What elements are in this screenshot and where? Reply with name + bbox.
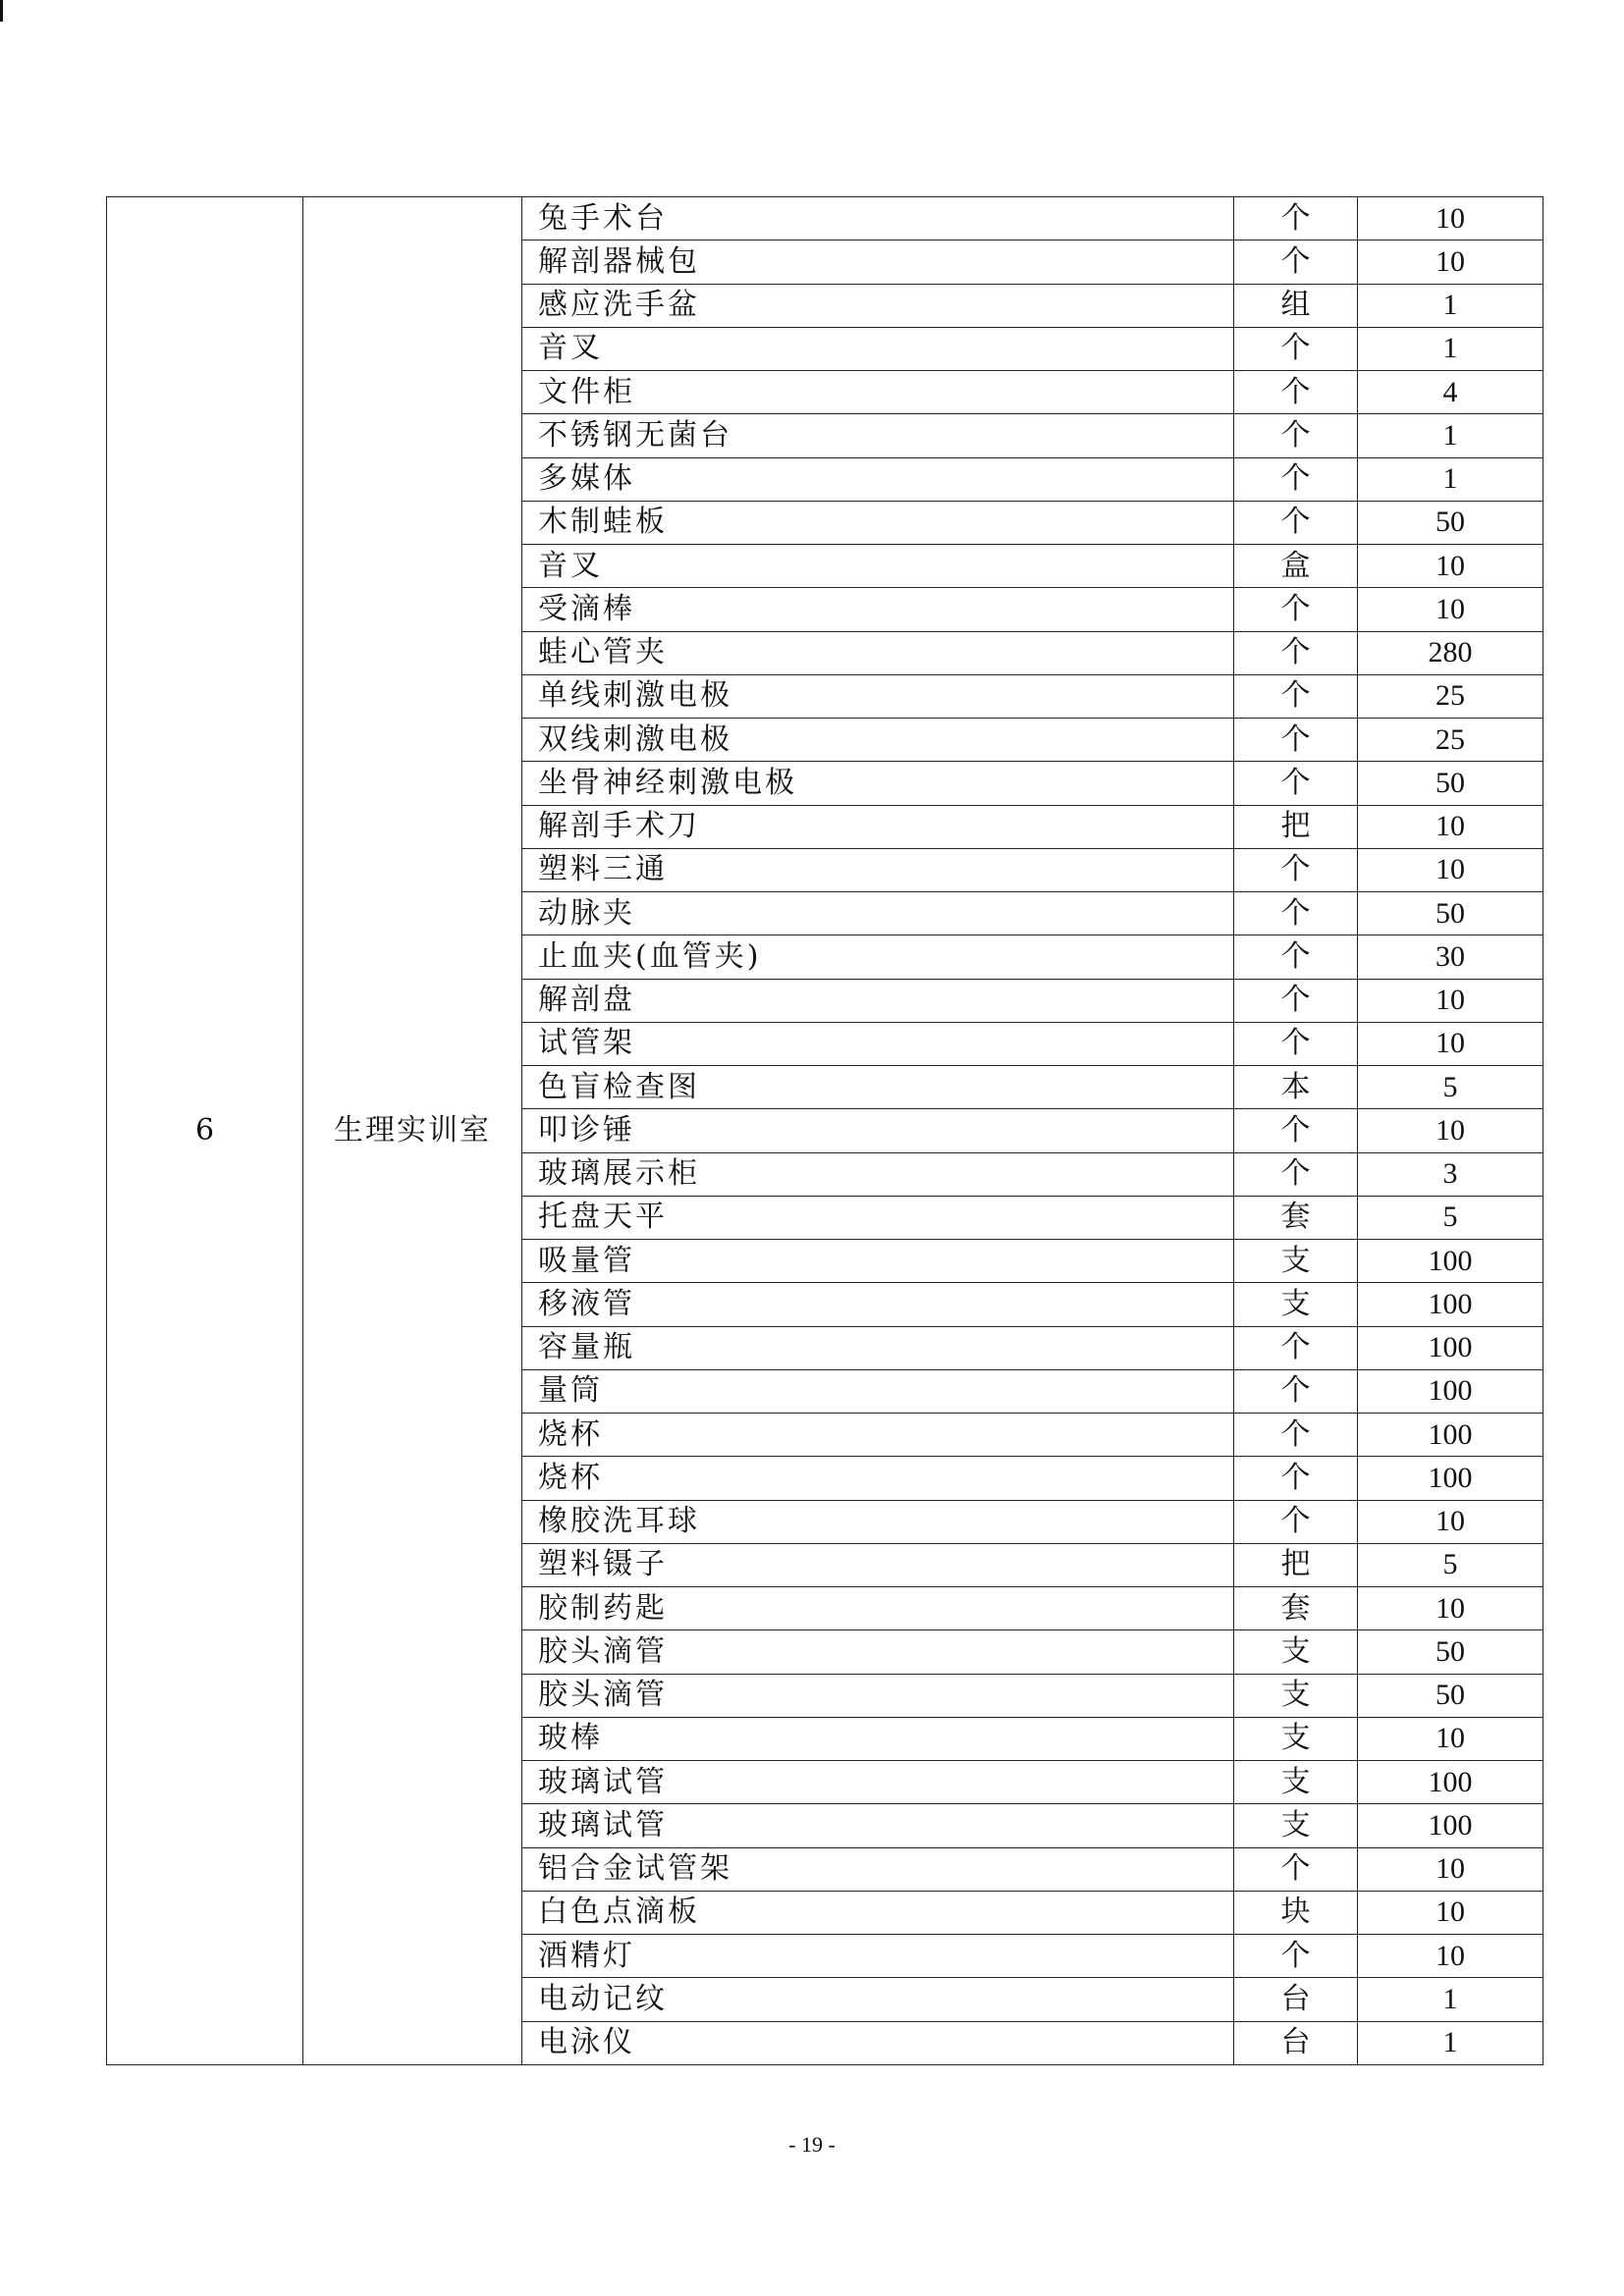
- item-quantity-cell: 10: [1358, 1587, 1543, 1630]
- item-name-cell: 玻璃试管: [522, 1761, 1234, 1804]
- item-quantity-cell: 10: [1358, 1935, 1543, 1978]
- item-unit-cell: 个: [1234, 935, 1358, 979]
- item-unit-cell: 盒: [1234, 545, 1358, 588]
- item-quantity-cell: 1: [1358, 327, 1543, 370]
- item-name-cell: 量筒: [522, 1369, 1234, 1413]
- item-name-cell: 解剖手术刀: [522, 805, 1234, 848]
- item-name-cell: 玻璃展示柜: [522, 1152, 1234, 1196]
- item-quantity-cell: 10: [1358, 240, 1543, 284]
- equipment-table: [106, 196, 1543, 2065]
- item-quantity-cell: 30: [1358, 935, 1543, 979]
- item-name-cell: 托盘天平: [522, 1196, 1234, 1239]
- item-name-cell: 木制蛙板: [522, 501, 1234, 544]
- item-name-cell: 叩诊锤: [522, 1109, 1234, 1152]
- item-name-cell: 烧杯: [522, 1414, 1234, 1457]
- item-unit-cell: 个: [1234, 240, 1358, 284]
- item-unit-cell: 个: [1234, 719, 1358, 762]
- item-unit-cell: 个: [1234, 1457, 1358, 1500]
- item-quantity-cell: 1: [1358, 457, 1543, 501]
- equipment-table-body: [107, 197, 1543, 2065]
- item-unit-cell: 个: [1234, 1022, 1358, 1065]
- item-quantity-cell: 5: [1358, 1196, 1543, 1239]
- item-name-cell: 玻璃试管: [522, 1804, 1234, 1847]
- item-name-cell: 音叉: [522, 545, 1234, 588]
- item-quantity-cell: 50: [1358, 1630, 1543, 1674]
- item-name-cell: 烧杯: [522, 1457, 1234, 1500]
- item-unit-cell: 个: [1234, 848, 1358, 891]
- item-quantity-cell: 10: [1358, 545, 1543, 588]
- item-quantity-cell: 10: [1358, 588, 1543, 631]
- item-unit-cell: 个: [1234, 1935, 1358, 1978]
- item-unit-cell: 个: [1234, 1369, 1358, 1413]
- item-name-cell: 不锈钢无菌台: [522, 414, 1234, 457]
- item-name-cell: 胶制药匙: [522, 1587, 1234, 1630]
- item-unit-cell: 支: [1234, 1630, 1358, 1674]
- item-unit-cell: 个: [1234, 1109, 1358, 1152]
- item-unit-cell: 组: [1234, 284, 1358, 327]
- table-row: [107, 197, 1543, 240]
- item-quantity-cell: 10: [1358, 805, 1543, 848]
- item-quantity-cell: 100: [1358, 1369, 1543, 1413]
- item-quantity-cell: 100: [1358, 1761, 1543, 1804]
- item-unit-cell: 个: [1234, 371, 1358, 414]
- page-number: - 19 -: [788, 2132, 836, 2157]
- item-quantity-cell: 10: [1358, 979, 1543, 1022]
- item-quantity-cell: 100: [1358, 1283, 1543, 1326]
- item-unit-cell: 个: [1234, 1847, 1358, 1891]
- item-unit-cell: 把: [1234, 1543, 1358, 1586]
- item-quantity-cell: 10: [1358, 1109, 1543, 1152]
- item-name-cell: 受滴棒: [522, 588, 1234, 631]
- item-unit-cell: 把: [1234, 805, 1358, 848]
- item-name-cell: 玻棒: [522, 1717, 1234, 1760]
- item-quantity-cell: 1: [1358, 2021, 1543, 2064]
- item-unit-cell: 个: [1234, 1326, 1358, 1369]
- item-unit-cell: 套: [1234, 1196, 1358, 1239]
- item-unit-cell: 个: [1234, 1500, 1358, 1543]
- item-name-cell: 止血夹(血管夹): [522, 935, 1234, 979]
- item-quantity-cell: 10: [1358, 1022, 1543, 1065]
- item-unit-cell: 个: [1234, 327, 1358, 370]
- item-name-cell: 试管架: [522, 1022, 1234, 1065]
- item-name-cell: 容量瓶: [522, 1326, 1234, 1369]
- item-name-cell: 双线刺激电极: [522, 719, 1234, 762]
- item-quantity-cell: 3: [1358, 1152, 1543, 1196]
- item-unit-cell: 支: [1234, 1674, 1358, 1717]
- item-name-cell: 文件柜: [522, 371, 1234, 414]
- item-name-cell: 酒精灯: [522, 1935, 1234, 1978]
- item-name-cell: 蛙心管夹: [522, 631, 1234, 674]
- item-quantity-cell: 10: [1358, 848, 1543, 891]
- item-unit-cell: 个: [1234, 674, 1358, 718]
- item-unit-cell: 个: [1234, 762, 1358, 805]
- item-name-cell: 橡胶洗耳球: [522, 1500, 1234, 1543]
- item-quantity-cell: 25: [1358, 674, 1543, 718]
- item-name-cell: 胶头滴管: [522, 1674, 1234, 1717]
- item-unit-cell: 支: [1234, 1283, 1358, 1326]
- item-quantity-cell: 5: [1358, 1066, 1543, 1109]
- item-unit-cell: 个: [1234, 631, 1358, 674]
- item-quantity-cell: 5: [1358, 1543, 1543, 1586]
- item-name-cell: 铝合金试管架: [522, 1847, 1234, 1891]
- item-unit-cell: 个: [1234, 501, 1358, 544]
- item-quantity-cell: 10: [1358, 1500, 1543, 1543]
- item-unit-cell: 个: [1234, 457, 1358, 501]
- item-quantity-cell: 100: [1358, 1804, 1543, 1847]
- room-name-cell: 生理实训室: [303, 197, 522, 2065]
- item-quantity-cell: 100: [1358, 1326, 1543, 1369]
- item-quantity-cell: 50: [1358, 1674, 1543, 1717]
- item-name-cell: 胶头滴管: [522, 1630, 1234, 1674]
- item-unit-cell: 个: [1234, 197, 1358, 240]
- item-name-cell: 塑料镊子: [522, 1543, 1234, 1586]
- item-name-cell: 兔手术台: [522, 197, 1234, 240]
- item-name-cell: 白色点滴板: [522, 1891, 1234, 1934]
- item-unit-cell: 个: [1234, 1152, 1358, 1196]
- item-quantity-cell: 100: [1358, 1414, 1543, 1457]
- item-name-cell: 坐骨神经刺激电极: [522, 762, 1234, 805]
- item-unit-cell: 个: [1234, 1414, 1358, 1457]
- item-quantity-cell: 50: [1358, 892, 1543, 935]
- item-unit-cell: 台: [1234, 2021, 1358, 2064]
- item-quantity-cell: 1: [1358, 284, 1543, 327]
- item-quantity-cell: 4: [1358, 371, 1543, 414]
- item-quantity-cell: 280: [1358, 631, 1543, 674]
- item-unit-cell: 支: [1234, 1717, 1358, 1760]
- item-unit-cell: 本: [1234, 1066, 1358, 1109]
- item-name-cell: 单线刺激电极: [522, 674, 1234, 718]
- item-name-cell: 动脉夹: [522, 892, 1234, 935]
- item-quantity-cell: 10: [1358, 1717, 1543, 1760]
- item-quantity-cell: 10: [1358, 197, 1543, 240]
- item-name-cell: 电动记纹: [522, 1978, 1234, 2021]
- item-quantity-cell: 100: [1358, 1240, 1543, 1283]
- item-quantity-cell: 10: [1358, 1891, 1543, 1934]
- item-quantity-cell: 50: [1358, 762, 1543, 805]
- item-name-cell: 感应洗手盆: [522, 284, 1234, 327]
- item-quantity-cell: 1: [1358, 1978, 1543, 2021]
- item-name-cell: 电泳仪: [522, 2021, 1234, 2064]
- item-name-cell: 移液管: [522, 1283, 1234, 1326]
- item-unit-cell: 支: [1234, 1240, 1358, 1283]
- item-name-cell: 吸量管: [522, 1240, 1234, 1283]
- item-quantity-cell: 10: [1358, 1847, 1543, 1891]
- page-edge-mark: [0, 0, 3, 22]
- item-name-cell: 音叉: [522, 327, 1234, 370]
- item-unit-cell: 个: [1234, 414, 1358, 457]
- item-unit-cell: 支: [1234, 1761, 1358, 1804]
- item-unit-cell: 个: [1234, 588, 1358, 631]
- item-quantity-cell: 25: [1358, 719, 1543, 762]
- item-name-cell: 塑料三通: [522, 848, 1234, 891]
- item-quantity-cell: 50: [1358, 501, 1543, 544]
- item-quantity-cell: 1: [1358, 414, 1543, 457]
- item-unit-cell: 支: [1234, 1804, 1358, 1847]
- item-unit-cell: 台: [1234, 1978, 1358, 2021]
- item-quantity-cell: 100: [1358, 1457, 1543, 1500]
- item-unit-cell: 个: [1234, 979, 1358, 1022]
- item-name-cell: 色盲检查图: [522, 1066, 1234, 1109]
- item-unit-cell: 块: [1234, 1891, 1358, 1934]
- item-unit-cell: 套: [1234, 1587, 1358, 1630]
- item-unit-cell: 个: [1234, 892, 1358, 935]
- item-name-cell: 解剖盘: [522, 979, 1234, 1022]
- item-name-cell: 多媒体: [522, 457, 1234, 501]
- item-name-cell: 解剖器械包: [522, 240, 1234, 284]
- section-number-cell: 6: [107, 197, 303, 2065]
